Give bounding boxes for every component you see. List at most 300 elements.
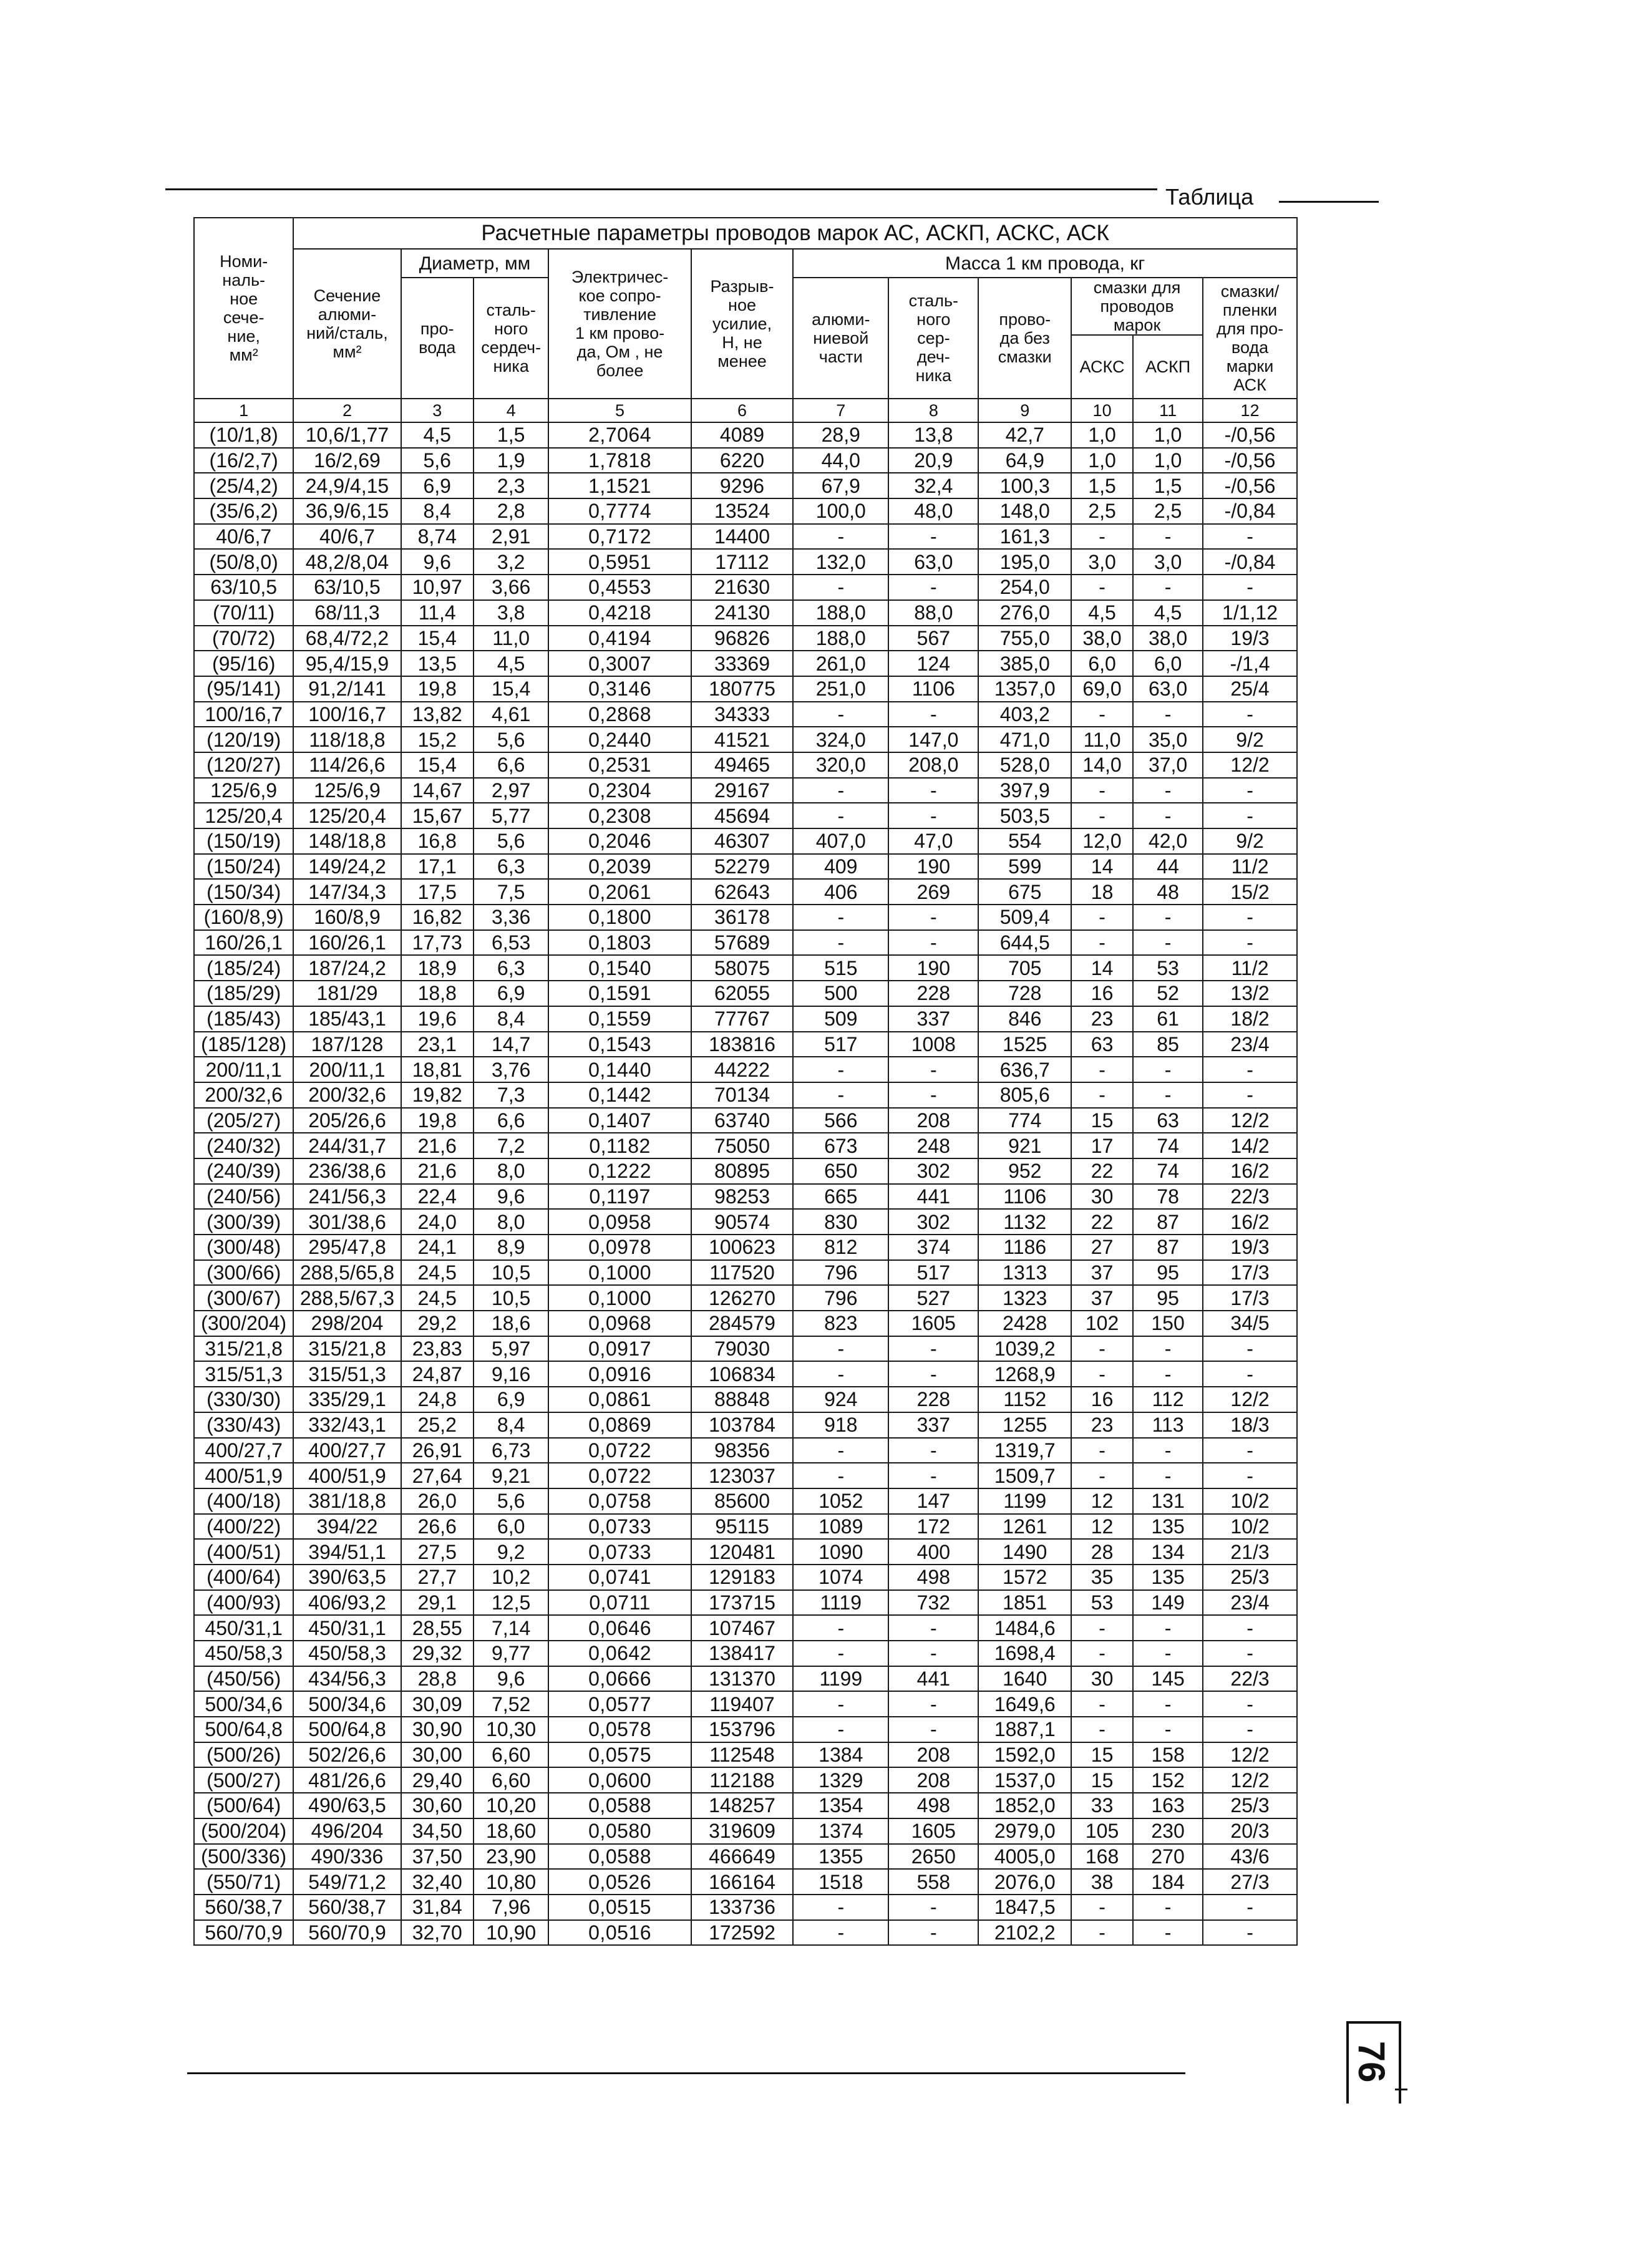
table-row	[194, 448, 1297, 473]
table-row	[194, 905, 1297, 930]
table-cell: 195,0	[978, 549, 1071, 575]
table-cell: 80895	[691, 1158, 794, 1184]
table-cell: -	[1133, 1920, 1203, 1946]
table-cell: -	[1133, 803, 1203, 828]
table-cell: 30	[1071, 1184, 1133, 1210]
table-cell: 25/3	[1203, 1565, 1297, 1590]
table-cell: 6,53	[474, 930, 549, 956]
table-cell: 114/26,6	[293, 752, 401, 778]
table-cell: (185/24)	[194, 955, 293, 981]
table-cell: 134	[1133, 1539, 1203, 1565]
table-cell: 57689	[691, 930, 794, 956]
table-cell: -	[1133, 930, 1203, 956]
header-resistance: Электричес- кое сопро- тивление 1 км прово- да, Ом , не более	[548, 249, 691, 399]
table-cell: -	[1071, 1082, 1133, 1108]
table-cell: 74	[1133, 1133, 1203, 1158]
table-cell: 12/2	[1203, 1387, 1297, 1412]
table-cell: -	[793, 702, 888, 727]
table-cell: 135	[1133, 1514, 1203, 1540]
column-number: 7	[793, 399, 888, 422]
table-cell: 9,77	[474, 1641, 549, 1666]
table-cell: 3,36	[474, 905, 549, 930]
table-cell: 185/43,1	[293, 1006, 401, 1032]
table-cell: 2650	[888, 1844, 978, 1870]
table-cell: 17,5	[401, 879, 474, 905]
table-row	[194, 803, 1297, 828]
table-cell: 35	[1071, 1565, 1133, 1590]
table-cell: (185/29)	[194, 981, 293, 1006]
table-cell: 400/51,9	[194, 1463, 293, 1488]
table-cell: 148,0	[978, 498, 1071, 524]
table-cell: 187/24,2	[293, 955, 401, 981]
table-cell: 1,7818	[548, 448, 691, 473]
table-cell: 147/34,3	[293, 879, 401, 905]
table-cell: (450/56)	[194, 1666, 293, 1692]
table-cell: 1357,0	[978, 676, 1071, 702]
table-cell: 4089	[691, 422, 794, 448]
table-cell: 805,6	[978, 1082, 1071, 1108]
table-cell: 1323	[978, 1285, 1071, 1311]
table-cell: 43/6	[1203, 1844, 1297, 1870]
table-cell: 6,6	[474, 752, 549, 778]
table-cell: 675	[978, 879, 1071, 905]
table-cell: -	[1071, 1057, 1133, 1082]
table-cell: 2,3	[474, 473, 549, 498]
table-cell: 0,0588	[548, 1844, 691, 1870]
table-cell: 502/26,6	[293, 1742, 401, 1768]
table-cell: (300/48)	[194, 1235, 293, 1260]
table-cell: 63740	[691, 1108, 794, 1133]
table-cell: 15,4	[401, 752, 474, 778]
table-cell: 2,5	[1071, 498, 1133, 524]
table-cell: 490/336	[293, 1844, 401, 1870]
table-cell: 0,4218	[548, 600, 691, 626]
table-cell: 560/70,9	[293, 1920, 401, 1946]
table-cell: 12/2	[1203, 1108, 1297, 1133]
table-cell: 22,4	[401, 1184, 474, 1210]
table-cell: -/0,56	[1203, 448, 1297, 473]
table-cell: 288,5/67,3	[293, 1285, 401, 1311]
table-cell: 1852,0	[978, 1793, 1071, 1818]
table-cell: 1199	[978, 1488, 1071, 1514]
table-cell: 324,0	[793, 727, 888, 752]
table-cell: 113	[1133, 1412, 1203, 1438]
table-cell: 0,0968	[548, 1311, 691, 1336]
table-cell: 23,83	[401, 1336, 474, 1362]
table-cell: -	[793, 1082, 888, 1108]
table-cell: 188,0	[793, 600, 888, 626]
table-cell: 19,82	[401, 1082, 474, 1108]
table-cell: 4,5	[1133, 600, 1203, 626]
table-cell: -	[1133, 1057, 1203, 1082]
table-cell: 22	[1071, 1158, 1133, 1184]
table-cell: 0,0577	[548, 1691, 691, 1717]
table-cell: 22	[1071, 1209, 1133, 1235]
table-row	[194, 1691, 1297, 1717]
table-cell: 6,6	[474, 1108, 549, 1133]
header-diameter-group: Диаметр, мм	[401, 249, 549, 278]
table-cell: 6,0	[1133, 651, 1203, 676]
table-cell: 17/3	[1203, 1285, 1297, 1311]
table-cell: 15,4	[474, 676, 549, 702]
table-cell: 5,6	[474, 1488, 549, 1514]
table-cell: 95	[1133, 1260, 1203, 1286]
table-cell: 37,50	[401, 1844, 474, 1870]
table-cell: 168	[1071, 1844, 1133, 1870]
table-cell: 112548	[691, 1742, 794, 1768]
table-cell: 124	[888, 651, 978, 676]
table-cell: 1,5	[1133, 473, 1203, 498]
table-cell: 24,9/4,15	[293, 473, 401, 498]
table-cell: 498	[888, 1793, 978, 1818]
table-cell: 100,0	[793, 498, 888, 524]
table-cell: 9,2	[474, 1539, 549, 1565]
table-cell: 166164	[691, 1869, 794, 1895]
table-cell: 1354	[793, 1793, 888, 1818]
table-cell: 4,5	[1071, 600, 1133, 626]
table-cell: 560/38,7	[293, 1895, 401, 1920]
table-cell: 21,6	[401, 1158, 474, 1184]
table-cell: 2,8	[474, 498, 549, 524]
header-mass-no-grease: прово- да без смазки	[978, 278, 1071, 399]
table-cell: 5,6	[474, 828, 549, 854]
table-cell: (500/204)	[194, 1818, 293, 1844]
table-cell: 636,7	[978, 1057, 1071, 1082]
table-cell: 6,60	[474, 1742, 549, 1768]
table-cell: 19/3	[1203, 1235, 1297, 1260]
table-cell: 270	[1133, 1844, 1203, 1870]
header-mass-aluminium: алюми- ниевой части	[793, 278, 888, 399]
table-cell: (185/128)	[194, 1032, 293, 1057]
table-cell: 500/64,8	[293, 1717, 401, 1742]
table-cell: -	[1133, 1717, 1203, 1742]
table-cell: 0,0642	[548, 1641, 691, 1666]
table-cell: 30,09	[401, 1691, 474, 1717]
table-cell: 0,0978	[548, 1235, 691, 1260]
header-askc: АСКС	[1071, 335, 1133, 399]
table-row	[194, 1235, 1297, 1260]
table-cell: 20/3	[1203, 1818, 1297, 1844]
table-cell: 315/21,8	[194, 1336, 293, 1362]
table-cell: 100/16,7	[293, 702, 401, 727]
table-cell: 0,4194	[548, 626, 691, 651]
table-cell: -	[1203, 905, 1297, 930]
table-cell: 558	[888, 1869, 978, 1895]
table-cell: (400/93)	[194, 1590, 293, 1616]
table-cell: 18,6	[474, 1311, 549, 1336]
table-cell: 16,82	[401, 905, 474, 930]
table-cell: 10,90	[474, 1920, 549, 1946]
table-cell: 1,5	[474, 422, 549, 448]
table-cell: 181/29	[293, 981, 401, 1006]
table-cell: 0,1407	[548, 1108, 691, 1133]
header-section: Сечение алюми- ний/сталь, мм²	[293, 249, 401, 399]
table-cell: 14	[1071, 955, 1133, 981]
table-cell: 106834	[691, 1361, 794, 1387]
table-cell: -	[1071, 1895, 1133, 1920]
table-row	[194, 1615, 1297, 1641]
table-cell: 5,6	[401, 448, 474, 473]
table-cell: 48,0	[888, 498, 978, 524]
table-cell: 20,9	[888, 448, 978, 473]
table-cell: (400/22)	[194, 1514, 293, 1540]
table-row	[194, 600, 1297, 626]
table-cell: 0,1543	[548, 1032, 691, 1057]
bottom-rule	[187, 2072, 1185, 2074]
table-cell: 36178	[691, 905, 794, 930]
table-cell: 1,5	[1071, 473, 1133, 498]
table-cell: 40/6,7	[293, 524, 401, 550]
table-cell: 0,1000	[548, 1260, 691, 1286]
table-cell: 62055	[691, 981, 794, 1006]
table-cell: 16/2,69	[293, 448, 401, 473]
table-body	[194, 422, 1297, 1945]
column-number: 6	[691, 399, 794, 422]
table-cell: 46307	[691, 828, 794, 854]
column-number-row	[194, 399, 1297, 422]
table-cell: 160/26,1	[194, 930, 293, 956]
table-row	[194, 1641, 1297, 1666]
table-cell: (300/204)	[194, 1311, 293, 1336]
table-cell: 63/10,5	[194, 575, 293, 600]
table-cell: 2428	[978, 1311, 1071, 1336]
table-cell: 9296	[691, 473, 794, 498]
table-cell: 12,0	[1071, 828, 1133, 854]
table-row	[194, 828, 1297, 854]
table-row	[194, 778, 1297, 803]
table-cell: 796	[793, 1260, 888, 1286]
table-cell: 98356	[691, 1438, 794, 1463]
table-cell: (330/30)	[194, 1387, 293, 1412]
table-cell: -	[888, 1336, 978, 1362]
table-cell: 0,1197	[548, 1184, 691, 1210]
table-cell: 33	[1071, 1793, 1133, 1818]
table-cell: 1649,6	[978, 1691, 1071, 1717]
table-cell: 32,70	[401, 1920, 474, 1946]
table-cell: 1572	[978, 1565, 1071, 1590]
table-cell: 10,6/1,77	[293, 422, 401, 448]
table-row	[194, 1032, 1297, 1057]
table-cell: 119407	[691, 1691, 794, 1717]
table-cell: 100/16,7	[194, 702, 293, 727]
table-cell: 44222	[691, 1057, 794, 1082]
table-cell: 12/2	[1203, 1742, 1297, 1768]
table-cell: 14,0	[1071, 752, 1133, 778]
table-cell: 450/58,3	[293, 1641, 401, 1666]
table-cell: -	[1133, 1641, 1203, 1666]
table-cell: 8,0	[474, 1158, 549, 1184]
table-cell: 0,0861	[548, 1387, 691, 1412]
table-row	[194, 1767, 1297, 1793]
table-cell: 15	[1071, 1742, 1133, 1768]
table-cell: 52279	[691, 854, 794, 880]
table-cell: -	[1071, 1361, 1133, 1387]
table-cell: 117520	[691, 1260, 794, 1286]
table-cell: 560/38,7	[194, 1895, 293, 1920]
table-cell: 796	[793, 1285, 888, 1311]
table-cell: -	[1203, 1895, 1297, 1920]
table-cell: 6220	[691, 448, 794, 473]
table-cell: 100623	[691, 1235, 794, 1260]
table-cell: 27,5	[401, 1539, 474, 1565]
table-cell: 650	[793, 1158, 888, 1184]
table-cell: 515	[793, 955, 888, 981]
table-cell: 1106	[888, 676, 978, 702]
table-cell: -	[1203, 1438, 1297, 1463]
column-number: 8	[888, 399, 978, 422]
table-cell: 8,9	[474, 1235, 549, 1260]
table-cell: -	[888, 930, 978, 956]
table-cell: 728	[978, 981, 1071, 1006]
table-cell: -	[1203, 1920, 1297, 1946]
table-cell: 9/2	[1203, 828, 1297, 854]
table-cell: 96826	[691, 626, 794, 651]
table-cell: 180775	[691, 676, 794, 702]
table-cell: 441	[888, 1184, 978, 1210]
table-row	[194, 930, 1297, 956]
table-cell: -	[888, 1057, 978, 1082]
table-cell: 8,4	[474, 1006, 549, 1032]
header-grease-film-ask: смазки/ пленки для про- вода марки АСК	[1203, 278, 1297, 399]
table-cell: -	[793, 1717, 888, 1742]
table-cell: 8,74	[401, 524, 474, 550]
table-cell: 599	[978, 854, 1071, 880]
table-cell: 85	[1133, 1032, 1203, 1057]
table-cell: 394/22	[293, 1514, 401, 1540]
table-row	[194, 1514, 1297, 1540]
table-cell: 498	[888, 1565, 978, 1590]
table-cell: 105	[1071, 1818, 1133, 1844]
table-cell: 288,5/65,8	[293, 1260, 401, 1286]
table-cell: (400/51)	[194, 1539, 293, 1565]
table-cell: 61	[1133, 1006, 1203, 1032]
table-cell: 6,0	[1071, 651, 1133, 676]
table-cell: 0,0869	[548, 1412, 691, 1438]
table-cell: 3,2	[474, 549, 549, 575]
table-cell: 131370	[691, 1666, 794, 1692]
table-cell: 261,0	[793, 651, 888, 676]
table-cell: 58075	[691, 955, 794, 981]
table-cell: 1640	[978, 1666, 1071, 1692]
table-cell: 68,4/72,2	[293, 626, 401, 651]
table-cell: 208,0	[888, 752, 978, 778]
table-cell: 302	[888, 1158, 978, 1184]
table-cell: 918	[793, 1412, 888, 1438]
table-cell: 7,2	[474, 1133, 549, 1158]
table-cell: 49465	[691, 752, 794, 778]
table-cell: 1,0	[1133, 448, 1203, 473]
table-cell: 1090	[793, 1539, 888, 1565]
table-cell: (120/19)	[194, 727, 293, 752]
table-cell: 406	[793, 879, 888, 905]
table-cell: -	[888, 1615, 978, 1641]
table-cell: 131	[1133, 1488, 1203, 1514]
table-cell: 4,5	[401, 422, 474, 448]
table-cell: 0,2440	[548, 727, 691, 752]
table-cell: 6,0	[474, 1514, 549, 1540]
table-cell: 31,84	[401, 1895, 474, 1920]
table-cell: 6,73	[474, 1438, 549, 1463]
table-cell: 15,4	[401, 626, 474, 651]
table-cell: (10/1,8)	[194, 422, 293, 448]
table-cell: 37	[1071, 1260, 1133, 1286]
table-cell: 87	[1133, 1235, 1203, 1260]
table-cell: 0,0722	[548, 1463, 691, 1488]
table-cell: 400/27,7	[194, 1438, 293, 1463]
table-cell: 129183	[691, 1565, 794, 1590]
table-row	[194, 752, 1297, 778]
table-cell: (25/4,2)	[194, 473, 293, 498]
table-cell: 0,1182	[548, 1133, 691, 1158]
table-cell: -/1,4	[1203, 651, 1297, 676]
table-cell: 1525	[978, 1032, 1071, 1057]
table-cell: -	[1203, 803, 1297, 828]
table-cell: 755,0	[978, 626, 1071, 651]
table-cell: 1355	[793, 1844, 888, 1870]
table-row	[194, 1539, 1297, 1565]
table-cell: 62643	[691, 879, 794, 905]
table-cell: 78	[1133, 1184, 1203, 1210]
table-row	[194, 1184, 1297, 1210]
table-cell: -	[1071, 930, 1133, 956]
table-cell: 248	[888, 1133, 978, 1158]
table-cell: (500/336)	[194, 1844, 293, 1870]
table-cell: 7,5	[474, 879, 549, 905]
table-cell: -	[1071, 1438, 1133, 1463]
table-cell: -	[1071, 1463, 1133, 1488]
table-cell: -	[1071, 778, 1133, 803]
table-cell: 6,9	[474, 1387, 549, 1412]
table-cell: 145	[1133, 1666, 1203, 1692]
table-cell: 88,0	[888, 600, 978, 626]
table-cell: 705	[978, 955, 1071, 981]
table-cell: 1509,7	[978, 1463, 1071, 1488]
table-cell: 27	[1071, 1235, 1133, 1260]
table-cell: 6,3	[474, 854, 549, 880]
table-cell: 400/51,9	[293, 1463, 401, 1488]
table-cell: 254,0	[978, 575, 1071, 600]
table-cell: 138417	[691, 1641, 794, 1666]
table-cell: 27/3	[1203, 1869, 1297, 1895]
table-cell: 22/3	[1203, 1666, 1297, 1692]
table-cell: (500/64)	[194, 1793, 293, 1818]
table-cell: 19,8	[401, 1108, 474, 1133]
table-cell: 673	[793, 1133, 888, 1158]
table-cell: 1698,4	[978, 1641, 1071, 1666]
table-cell: (150/34)	[194, 879, 293, 905]
table-cell: 374	[888, 1235, 978, 1260]
table-cell: 41521	[691, 727, 794, 752]
table-cell: 1490	[978, 1539, 1071, 1565]
table-cell: 1106	[978, 1184, 1071, 1210]
table-cell: 0,0515	[548, 1895, 691, 1920]
table-cell: 123037	[691, 1463, 794, 1488]
table-row	[194, 626, 1297, 651]
table-cell: (240/32)	[194, 1133, 293, 1158]
table-cell: 7,14	[474, 1615, 549, 1641]
table-cell: 2,5	[1133, 498, 1203, 524]
table-cell: -	[1071, 905, 1133, 930]
table-cell: 147,0	[888, 727, 978, 752]
table-cell: 21,6	[401, 1133, 474, 1158]
table-cell: 0,1540	[548, 955, 691, 981]
table-cell: 173715	[691, 1590, 794, 1616]
header-askp: АСКП	[1133, 335, 1203, 399]
table-cell: 133736	[691, 1895, 794, 1920]
table-cell: 208	[888, 1108, 978, 1133]
table-cell: 38	[1071, 1869, 1133, 1895]
top-rule	[165, 188, 1157, 190]
